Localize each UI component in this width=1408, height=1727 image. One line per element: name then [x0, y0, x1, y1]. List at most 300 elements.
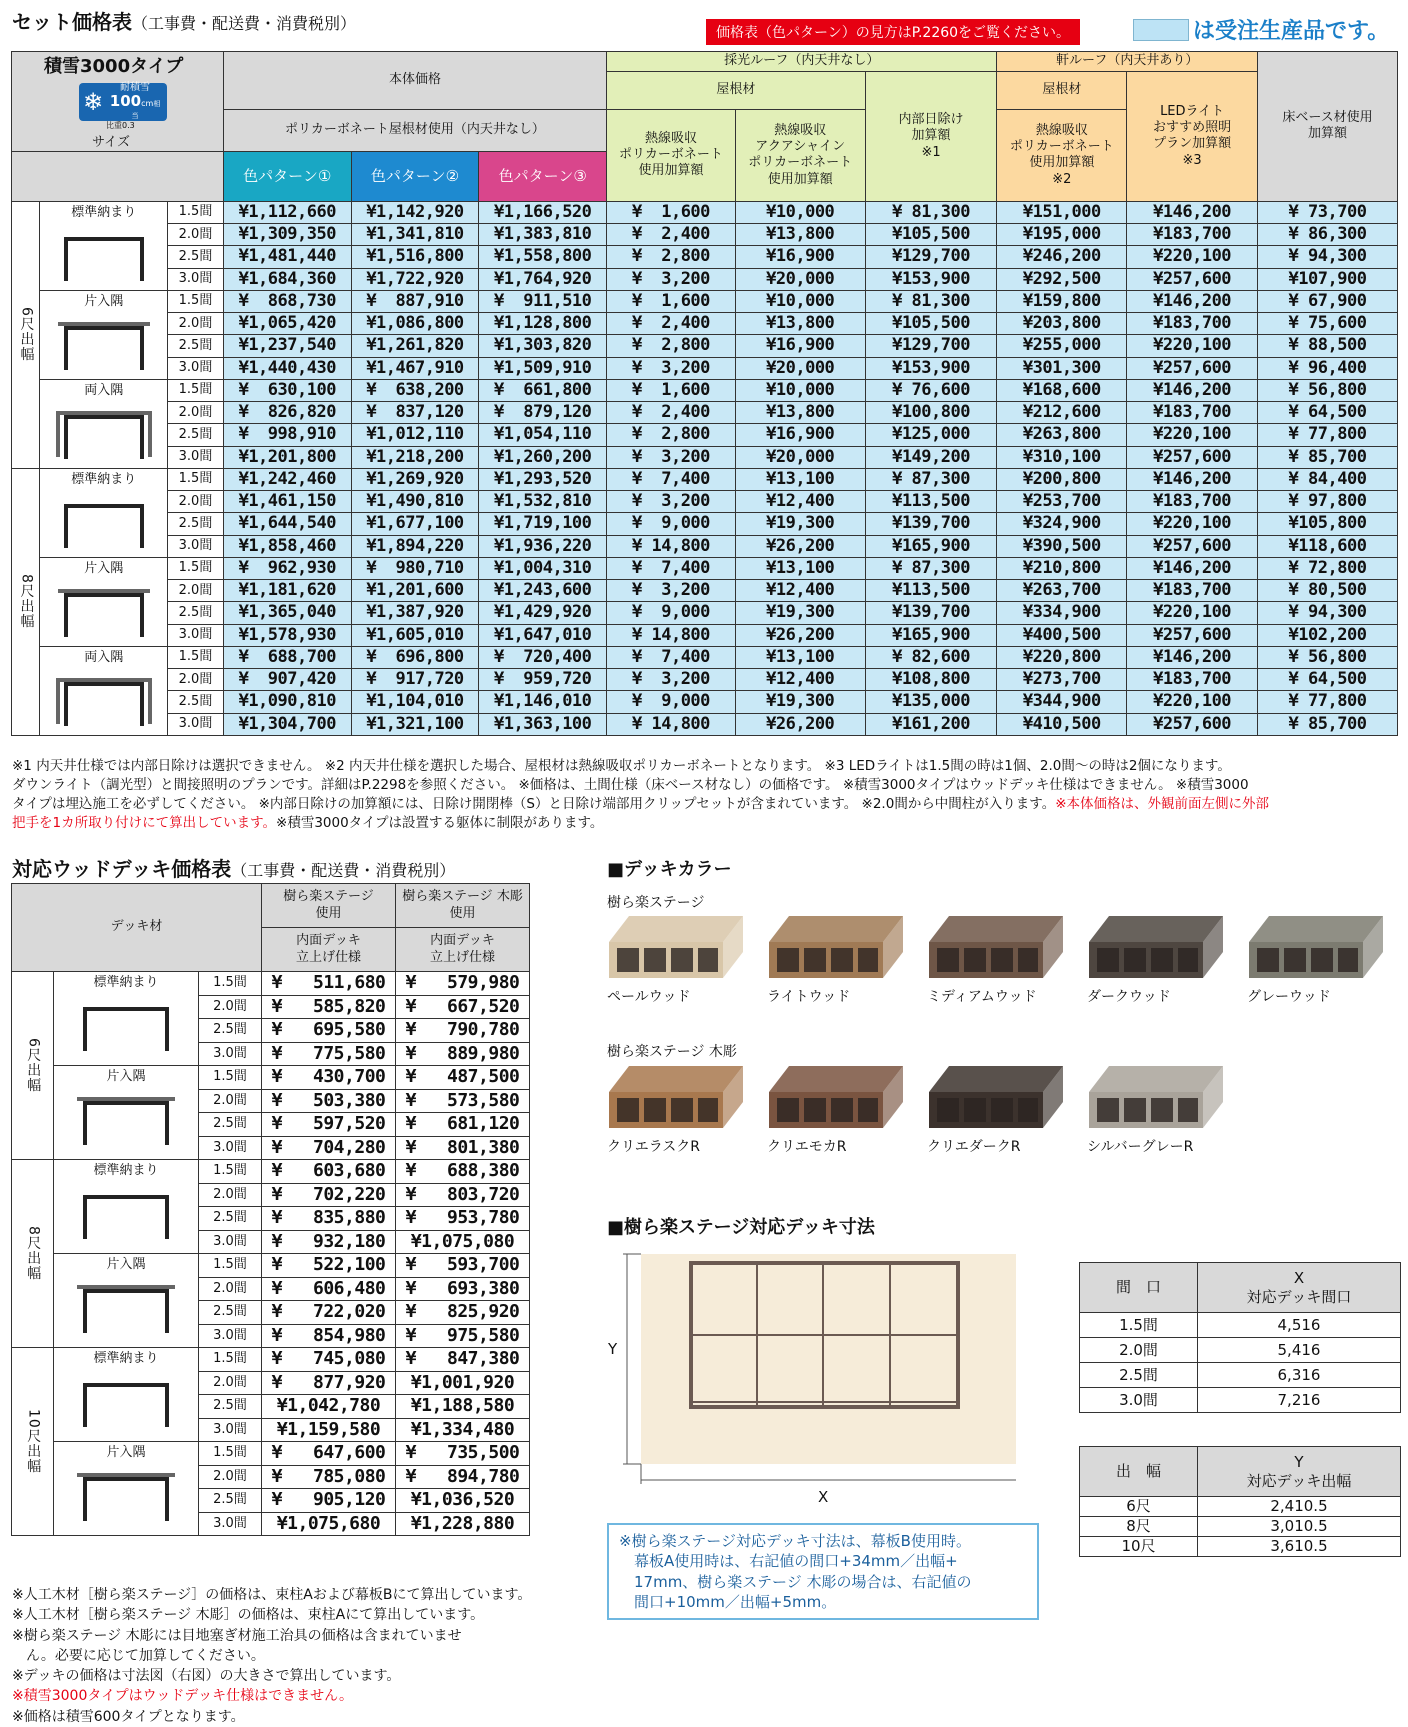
price-cell: ¥20,000: [735, 268, 865, 290]
price-cell: ¥1,112,660: [223, 201, 351, 223]
price-cell: ¥1,004,310: [479, 557, 607, 579]
price-cell: ¥146,200: [1127, 468, 1258, 490]
deck-price-cell: ¥ 603,680: [262, 1160, 396, 1184]
deck-span-label: 2.5間: [199, 1207, 262, 1231]
dim-x-row: 1.5間 4,516: [1080, 1313, 1401, 1338]
price-cell: ¥19,300: [735, 691, 865, 713]
price-cell: ¥ 2,400: [607, 402, 736, 424]
price-cell: ¥12,400: [735, 491, 865, 513]
deck-install-type-cell: 標準納まり: [54, 1348, 199, 1442]
price-cell: ¥16,900: [735, 335, 865, 357]
price-cell: ¥16,900: [735, 424, 865, 446]
deck-price-cell: ¥1,228,880: [396, 1512, 530, 1536]
deck-span-label: 3.0間: [199, 1136, 262, 1160]
price-cell: ¥ 81,300: [865, 290, 997, 312]
price-cell: ¥292,500: [997, 268, 1127, 290]
deck-notes: [12, 1585, 552, 1727]
price-row: [12, 335, 1398, 357]
price-cell: ¥183,700: [1127, 224, 1258, 246]
install-type-cell: 両入隅: [40, 379, 168, 468]
price-cell: ¥ 696,800: [351, 646, 479, 668]
price-cell: ¥ 87,300: [865, 468, 997, 490]
price-cell: ¥1,363,100: [479, 713, 607, 735]
price-cell: ¥1,719,100: [479, 513, 607, 535]
price-cell: ¥ 96,400: [1258, 357, 1398, 379]
price-cell: ¥105,500: [865, 313, 997, 335]
price-cell: ¥168,600: [997, 379, 1127, 401]
price-cell: ¥1,237,540: [223, 335, 351, 357]
price-cell: ¥183,700: [1127, 313, 1258, 335]
col-body: 本体価格: [223, 52, 606, 110]
two-corner-diagram-icon: [52, 405, 156, 461]
price-cell: ¥1,936,220: [479, 535, 607, 557]
price-cell: ¥1,509,910: [479, 357, 607, 379]
price-cell: ¥1,065,420: [223, 313, 351, 335]
price-cell: ¥20,000: [735, 446, 865, 468]
deck-group-label: 8尺出幅: [12, 1160, 54, 1348]
span-label: 3.0間: [168, 624, 224, 646]
install-type-cell: 片入隅: [40, 557, 168, 646]
deck-price-cell: ¥ 430,700: [262, 1066, 396, 1090]
price-cell: ¥ 630,100: [223, 379, 351, 401]
deck-note-line: ※デッキの価格は寸法図（右図）の大きさで算出しています。: [12, 1668, 401, 1685]
price-cell: ¥ 638,200: [351, 379, 479, 401]
price-row: [12, 446, 1398, 468]
price-cell: ¥ 2,800: [607, 246, 736, 268]
price-cell: ¥1,532,810: [479, 491, 607, 513]
price-cell: ¥220,100: [1127, 691, 1258, 713]
deck-price-cell: ¥ 647,600: [262, 1442, 396, 1466]
one-corner-diagram-icon: [71, 1279, 181, 1335]
series2-label: 樹ら楽ステージ 木彫: [607, 1044, 737, 1060]
type-header-cell: [12, 52, 224, 152]
specific-gravity: 比重0.3: [106, 120, 135, 130]
col-hiyoke: 内部日除け 加算額 ※1: [865, 72, 997, 202]
span-label: 1.5間: [168, 468, 224, 490]
deck-note-line: ※価格は積雪600タイプとなります。: [12, 1708, 245, 1725]
deck-color-swatch: クリエモカR: [767, 1062, 907, 1156]
two-corner-diagram-icon: [52, 672, 156, 728]
price-cell: ¥ 14,800: [607, 713, 736, 735]
price-cell: ¥ 3,200: [607, 491, 736, 513]
price-cell: ¥255,000: [997, 335, 1127, 357]
price-cell: ¥ 81,300: [865, 201, 997, 223]
price-cell: ¥149,200: [865, 446, 997, 468]
price-cell: ¥410,500: [997, 713, 1127, 735]
deck-dimension-diagram: [607, 1248, 1017, 1508]
price-cell: ¥301,300: [997, 357, 1127, 379]
deck-price-cell: ¥ 487,500: [396, 1066, 530, 1090]
price-row: [12, 246, 1398, 268]
span-label: 2.0間: [168, 580, 224, 602]
price-cell: ¥ 77,800: [1258, 691, 1398, 713]
dim-y-h2: Y 対応デッキ出幅: [1198, 1447, 1401, 1497]
deck-span-label: 1.5間: [199, 1254, 262, 1278]
price-cell: ¥210,800: [997, 557, 1127, 579]
price-cell: ¥257,600: [1127, 268, 1258, 290]
deck-price-cell: ¥1,075,680: [262, 1512, 396, 1536]
price-cell: ¥ 97,800: [1258, 491, 1398, 513]
price-cell: ¥1,218,200: [351, 446, 479, 468]
label-x: X: [818, 1488, 829, 1506]
dim-y-h1: 出 幅: [1080, 1447, 1198, 1497]
deck-price-cell: ¥ 681,120: [396, 1113, 530, 1137]
span-label: 1.5間: [168, 379, 224, 401]
price-row: [12, 535, 1398, 557]
price-cell: ¥1,461,150: [223, 491, 351, 513]
price-row: [12, 669, 1398, 691]
price-cell: ¥ 998,910: [223, 424, 351, 446]
price-cell: ¥153,900: [865, 357, 997, 379]
price-cell: ¥ 85,700: [1258, 713, 1398, 735]
deck-price-row: [12, 1160, 530, 1184]
price-cell: ¥183,700: [1127, 402, 1258, 424]
deck-price-cell: ¥ 593,700: [396, 1254, 530, 1278]
deck-span-label: 2.0間: [199, 1465, 262, 1489]
dim-y-row: 8尺 3,010.5: [1080, 1517, 1401, 1537]
price-cell: ¥183,700: [1127, 491, 1258, 513]
dim-x-h2: X 対応デッキ間口: [1198, 1263, 1401, 1313]
price-cell: ¥1,090,810: [223, 691, 351, 713]
price-cell: ¥ 661,800: [479, 379, 607, 401]
price-cell: ¥ 1,600: [607, 201, 736, 223]
col-deck-b-sub: 内面デッキ 立上げ仕様: [396, 928, 530, 972]
deck-price-cell: ¥ 722,020: [262, 1301, 396, 1325]
price-cell: ¥1,644,540: [223, 513, 351, 535]
deck-span-label: 2.0間: [199, 1183, 262, 1207]
deck-plank-icon: [927, 1062, 1065, 1132]
price-row: [12, 224, 1398, 246]
price-row: [12, 713, 1398, 735]
price-cell: ¥26,200: [735, 713, 865, 735]
price-cell: ¥13,100: [735, 468, 865, 490]
price-cell: ¥ 868,730: [223, 290, 351, 312]
col-roof2: 屋根材: [997, 72, 1127, 110]
price-cell: ¥1,365,040: [223, 602, 351, 624]
col-floor: 床ベース材使用 加算額: [1258, 52, 1398, 202]
deck-span-label: 2.5間: [199, 1019, 262, 1043]
price-cell: ¥253,700: [997, 491, 1127, 513]
dim-x-row: 2.0間 5,416: [1080, 1338, 1401, 1363]
price-cell: ¥1,481,440: [223, 246, 351, 268]
deck-price-cell: ¥ 693,380: [396, 1277, 530, 1301]
install-type-cell: 標準納まり: [40, 468, 168, 557]
price-cell: ¥1,516,800: [351, 246, 479, 268]
price-cell: ¥1,303,820: [479, 335, 607, 357]
price-row: [12, 379, 1398, 401]
price-cell: ¥105,800: [1258, 513, 1398, 535]
price-cell: ¥1,578,930: [223, 624, 351, 646]
dim-y-row: 10尺 3,610.5: [1080, 1537, 1401, 1557]
price-row: [12, 268, 1398, 290]
price-cell: ¥ 3,200: [607, 669, 736, 691]
price-cell: ¥1,201,800: [223, 446, 351, 468]
deck-price-cell: ¥ 889,980: [396, 1042, 530, 1066]
price-cell: ¥151,000: [997, 201, 1127, 223]
col-deck: デッキ材: [12, 884, 262, 972]
made-to-order-legend: は受注生産品です。: [1133, 14, 1389, 45]
price-cell: ¥1,261,820: [351, 335, 479, 357]
deck-price-table-wrap: [11, 883, 530, 1536]
price-cell: ¥1,341,810: [351, 224, 479, 246]
price-cell: ¥ 720,400: [479, 646, 607, 668]
col-netsu1: 熱線吸収 ポリカーボネート 使用加算額: [607, 109, 736, 201]
price-cell: ¥273,700: [997, 669, 1127, 691]
price-cell: ¥ 77,800: [1258, 424, 1398, 446]
price-cell: ¥ 3,200: [607, 357, 736, 379]
deck-plank-icon: [1087, 1062, 1225, 1132]
deck-plank-icon: [607, 912, 745, 982]
price-row: [12, 580, 1398, 602]
price-cell: ¥1,764,920: [479, 268, 607, 290]
price-cell: ¥ 3,200: [607, 268, 736, 290]
price-cell: ¥ 82,600: [865, 646, 997, 668]
price-cell: ¥ 94,300: [1258, 602, 1398, 624]
deck-price-cell: ¥1,188,580: [396, 1395, 530, 1419]
deck-install-type-cell: 片入隅: [54, 1066, 199, 1160]
price-cell: ¥153,900: [865, 268, 997, 290]
price-cell: ¥139,700: [865, 602, 997, 624]
price-cell: ¥1,243,600: [479, 580, 607, 602]
price-cell: ¥139,700: [865, 513, 997, 535]
price-cell: ¥1,858,460: [223, 535, 351, 557]
main-price-table: [11, 51, 1398, 736]
price-cell: ¥344,900: [997, 691, 1127, 713]
snow-load-badge: ❄ 耐積雪 100cm相当: [79, 83, 167, 121]
price-cell: ¥ 2,800: [607, 335, 736, 357]
price-cell: ¥ 64,500: [1258, 669, 1398, 691]
deck-price-row: [12, 1348, 530, 1372]
price-cell: ¥105,500: [865, 224, 997, 246]
deck-price-cell: ¥ 503,380: [262, 1089, 396, 1113]
price-cell: ¥ 962,930: [223, 557, 351, 579]
deck-price-cell: ¥ 522,100: [262, 1254, 396, 1278]
price-cell: ¥1,086,800: [351, 313, 479, 335]
deck-span-label: 2.5間: [199, 1395, 262, 1419]
price-cell: ¥ 84,400: [1258, 468, 1398, 490]
span-label: 1.5間: [168, 646, 224, 668]
price-cell: ¥26,200: [735, 535, 865, 557]
price-cell: ¥390,500: [997, 535, 1127, 557]
price-row: [12, 513, 1398, 535]
price-cell: ¥195,000: [997, 224, 1127, 246]
price-row: [12, 402, 1398, 424]
deck-install-type-cell: 標準納まり: [54, 1160, 199, 1254]
price-cell: ¥ 67,900: [1258, 290, 1398, 312]
col-led: LEDライト おすすめ照明 プラン加算額 ※3: [1127, 72, 1258, 202]
price-row: [12, 624, 1398, 646]
price-cell: ¥26,200: [735, 624, 865, 646]
price-cell: ¥118,600: [1258, 535, 1398, 557]
deck-color-swatch: グレーウッド: [1247, 912, 1387, 1006]
price-cell: ¥1,558,800: [479, 246, 607, 268]
price-cell: ¥1,054,110: [479, 424, 607, 446]
dim-x-row: 3.0間 7,216: [1080, 1388, 1401, 1413]
col-deck-a-sub: 内面デッキ 立上げ仕様: [262, 928, 396, 972]
install-type-cell: 標準納まり: [40, 201, 168, 290]
deck-price-cell: ¥1,334,480: [396, 1418, 530, 1442]
price-cell: ¥200,800: [997, 468, 1127, 490]
color-pattern-1: 色パターン①: [223, 151, 351, 201]
deck-price-cell: ¥ 597,520: [262, 1113, 396, 1137]
price-cell: ¥161,200: [865, 713, 997, 735]
deck-depth-table: [1079, 1446, 1401, 1557]
deck-price-cell: ¥ 894,780: [396, 1465, 530, 1489]
price-cell: ¥220,100: [1127, 246, 1258, 268]
price-cell: ¥ 56,800: [1258, 379, 1398, 401]
deck-span-label: 1.5間: [199, 972, 262, 996]
price-row: [12, 646, 1398, 668]
price-cell: ¥1,146,010: [479, 691, 607, 713]
deck-price-cell: ¥ 905,120: [262, 1489, 396, 1513]
span-label: 1.5間: [168, 290, 224, 312]
price-cell: ¥1,429,920: [479, 602, 607, 624]
deck-price-table: [11, 883, 530, 1536]
price-cell: ¥1,309,350: [223, 224, 351, 246]
price-cell: ¥1,321,100: [351, 713, 479, 735]
span-label: 2.5間: [168, 246, 224, 268]
deck-span-label: 1.5間: [199, 1160, 262, 1184]
price-cell: ¥ 887,910: [351, 290, 479, 312]
price-cell: ¥ 826,820: [223, 402, 351, 424]
deck-price-cell: ¥ 702,220: [262, 1183, 396, 1207]
price-cell: ¥257,600: [1127, 535, 1258, 557]
price-cell: ¥400,500: [997, 624, 1127, 646]
span-label: 2.0間: [168, 224, 224, 246]
deck-price-cell: ¥ 801,380: [396, 1136, 530, 1160]
price-cell: ¥ 837,120: [351, 402, 479, 424]
price-cell: ¥257,600: [1127, 446, 1258, 468]
price-cell: ¥125,000: [865, 424, 997, 446]
price-cell: ¥263,700: [997, 580, 1127, 602]
price-cell: ¥1,677,100: [351, 513, 479, 535]
price-cell: ¥113,500: [865, 580, 997, 602]
price-row: [12, 290, 1398, 312]
span-label: 3.0間: [168, 535, 224, 557]
one-corner-diagram-icon: [52, 316, 156, 372]
price-cell: ¥1,647,010: [479, 624, 607, 646]
deck-price-row: [12, 1066, 530, 1090]
price-cell: ¥129,700: [865, 246, 997, 268]
deck-span-label: 1.5間: [199, 1442, 262, 1466]
standard-diagram-icon: [71, 1185, 181, 1241]
deck-span-label: 3.0間: [199, 1512, 262, 1536]
deck-price-cell: ¥ 745,080: [262, 1348, 396, 1372]
price-cell: ¥1,181,620: [223, 580, 351, 602]
price-cell: ¥1,894,220: [351, 535, 479, 557]
deck-install-type-cell: 片入隅: [54, 1254, 199, 1348]
price-cell: ¥ 688,700: [223, 646, 351, 668]
price-cell: ¥10,000: [735, 201, 865, 223]
deck-price-cell: ¥ 585,820: [262, 995, 396, 1019]
deck-price-cell: ¥ 511,680: [262, 972, 396, 996]
standard-diagram-icon: [71, 1373, 181, 1429]
price-cell: ¥146,200: [1127, 290, 1258, 312]
dim-y-row: 6尺 2,410.5: [1080, 1497, 1401, 1517]
group-label: 6尺出幅: [12, 201, 40, 468]
price-cell: ¥1,722,920: [351, 268, 479, 290]
price-cell: ¥ 2,400: [607, 224, 736, 246]
deck-color-swatch: シルバーグレーR: [1087, 1062, 1227, 1156]
deck-note-line: ※積雪3000タイプはウッドデッキ仕様はできません。: [12, 1688, 353, 1705]
deck-price-cell: ¥ 606,480: [262, 1277, 396, 1301]
price-cell: ¥ 80,500: [1258, 580, 1398, 602]
deck-price-cell: ¥1,036,520: [396, 1489, 530, 1513]
price-row: [12, 468, 1398, 490]
price-cell: ¥ 9,000: [607, 602, 736, 624]
deck-span-label: 3.0間: [199, 1324, 262, 1348]
price-cell: ¥ 9,000: [607, 513, 736, 535]
deck-plank-icon: [1087, 912, 1225, 982]
deck-table-title: 対応ウッドデッキ価格表（工事費・配送費・消費税別）: [12, 857, 456, 881]
deck-price-cell: ¥ 695,580: [262, 1019, 396, 1043]
deck-price-cell: ¥ 825,920: [396, 1301, 530, 1325]
price-row: [12, 691, 1398, 713]
one-corner-diagram-icon: [52, 583, 156, 639]
price-cell: ¥ 73,700: [1258, 201, 1398, 223]
col-saiko: 採光ルーフ（内天井なし）: [607, 52, 997, 72]
span-label: 2.5間: [168, 691, 224, 713]
col-body-sub: ポリカーボネート屋根材使用（内天井なし）: [223, 109, 606, 151]
price-row: [12, 313, 1398, 335]
span-label: 2.0間: [168, 313, 224, 335]
deck-span-label: 1.5間: [199, 1348, 262, 1372]
dim-x-row: 2.5間 6,316: [1080, 1363, 1401, 1388]
price-cell: ¥1,387,920: [351, 602, 479, 624]
series1-label: 樹ら楽ステージ: [607, 895, 705, 911]
col-deck-a: 樹ら楽ステージ 使用: [262, 884, 396, 928]
deck-span-label: 2.0間: [199, 1277, 262, 1301]
price-cell: ¥ 879,120: [479, 402, 607, 424]
deck-price-cell: ¥ 573,580: [396, 1089, 530, 1113]
deck-span-label: 2.5間: [199, 1301, 262, 1325]
span-label: 1.5間: [168, 557, 224, 579]
price-cell: ¥1,260,200: [479, 446, 607, 468]
price-row: [12, 201, 1398, 223]
deck-price-row: [12, 1442, 530, 1466]
deck-price-cell: ¥ 688,380: [396, 1160, 530, 1184]
price-cell: ¥ 75,600: [1258, 313, 1398, 335]
deck-price-cell: ¥ 877,920: [262, 1371, 396, 1395]
install-type-cell: 両入隅: [40, 646, 168, 735]
deck-span-label: 3.0間: [199, 1418, 262, 1442]
price-cell: ¥13,800: [735, 402, 865, 424]
standard-diagram-icon: [52, 494, 156, 550]
span-label: 2.0間: [168, 491, 224, 513]
deck-price-cell: ¥ 735,500: [396, 1442, 530, 1466]
price-cell: ¥ 85,700: [1258, 446, 1398, 468]
price-cell: ¥107,900: [1258, 268, 1398, 290]
price-cell: ¥ 94,300: [1258, 246, 1398, 268]
deck-group-label: 10尺出幅: [12, 1348, 54, 1536]
deck-install-type-cell: 片入隅: [54, 1442, 199, 1536]
deck-span-label: 2.0間: [199, 1089, 262, 1113]
price-cell: ¥1,605,010: [351, 624, 479, 646]
price-cell: ¥146,200: [1127, 201, 1258, 223]
span-label: 2.0間: [168, 669, 224, 691]
deck-price-cell: ¥1,001,920: [396, 1371, 530, 1395]
deck-plank-icon: [927, 912, 1065, 982]
one-corner-diagram-icon: [71, 1091, 181, 1147]
price-cell: ¥257,600: [1127, 713, 1258, 735]
price-cell: ¥146,200: [1127, 557, 1258, 579]
price-cell: ¥1,684,360: [223, 268, 351, 290]
price-cell: ¥ 2,400: [607, 313, 736, 335]
price-cell: ¥ 980,710: [351, 557, 479, 579]
price-cell: ¥ 72,800: [1258, 557, 1398, 579]
deck-price-cell: ¥1,159,580: [262, 1418, 396, 1442]
deck-price-cell: ¥ 854,980: [262, 1324, 396, 1348]
